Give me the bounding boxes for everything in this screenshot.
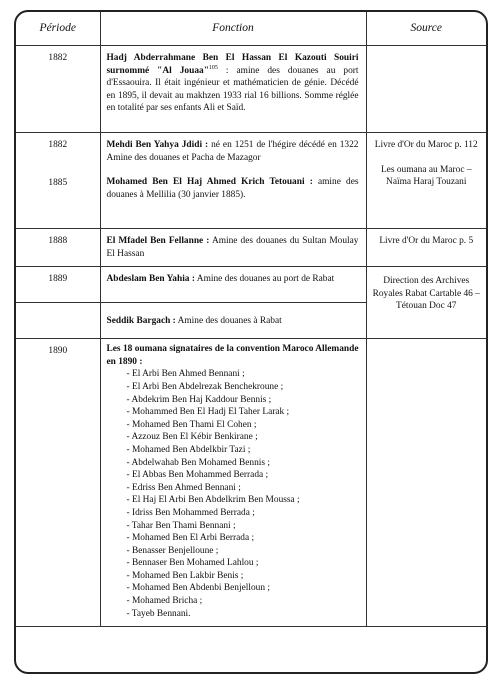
source-cell: [366, 339, 486, 627]
oumana-list: [107, 368, 359, 620]
list-item: - Tayeb Bennani.: [126, 608, 191, 619]
function-cell: [100, 303, 366, 339]
officials-table: [16, 12, 486, 627]
function-cell: [100, 46, 366, 133]
source-cell: Direction des Archives Royales Rabat Cartable 46 – Tétouan Doc 47: [366, 267, 486, 339]
list-heading: Les 18 oumana signataires de la convention Maroco Allemande en 1890 :: [106, 344, 359, 367]
function-cell: [100, 229, 366, 267]
list-item: - Abdekrim Ben Haj Kaddour Bennis ;: [126, 394, 272, 405]
list-item: - Mohamed Ben Abdelkbir Tazi ;: [126, 444, 251, 455]
list-item: - Mohamed Ben Thami El Cohen ;: [126, 419, 257, 430]
table-row: [16, 133, 486, 229]
official-description: Amine des douanes à Rabat: [175, 316, 282, 327]
list-item: - Mohamed Ben El Arbi Berrada ;: [126, 533, 255, 544]
list-item: - Idriss Ben Mohammed Berrada ;: [126, 507, 255, 518]
official-name: Mehdi Ben Yahya Jdidi :: [106, 140, 209, 150]
source-cell: [366, 46, 486, 133]
table-row: [16, 46, 486, 133]
source-cell: [366, 133, 486, 229]
list-item: - El Arbi Ben Abdelrezak Benchekroune ;: [126, 381, 284, 392]
source-text: Livre d'Or du Maroc p. 112: [374, 140, 478, 150]
official-name: Abdeslam Ben Yahia :: [106, 274, 195, 285]
period-cell: [16, 303, 100, 339]
table-row: [16, 229, 486, 267]
header-row: [16, 12, 486, 46]
list-item: - Azzouz Ben El Kébir Benkirane ;: [126, 432, 258, 443]
table-row: [16, 339, 486, 627]
official-name: Mohamed Ben El Haj Ahmed Krich Tetouani :: [106, 177, 313, 188]
function-cell: [100, 267, 366, 303]
header-fonction: Fonction: [100, 12, 366, 46]
official-name: Hadj Abderrahmane Ben El Hassan El Kazouti Souiri surnommé "Al Jouaa": [106, 53, 359, 76]
source-cell: Livre d'Or du Maroc p. 5: [366, 229, 486, 267]
footnote-ref: 105: [208, 64, 218, 71]
list-item: - El Arbi Ben Ahmed Bennani ;: [126, 369, 245, 380]
list-item: - Benasser Benjelloune ;: [126, 545, 219, 556]
period-cell: [16, 133, 100, 229]
list-item: - Edriss Ben Ahmed Bennani ;: [126, 482, 241, 493]
official-description: Amine des douanes du Sultan Moulay El Hassan: [106, 236, 359, 259]
function-cell: [100, 339, 366, 627]
period-cell: 1882: [16, 46, 100, 133]
list-item: - Mohammed Ben El Hadj El Taher Larak ;: [126, 407, 290, 418]
list-item: - Abdelwahab Ben Mohamed Bennis ;: [126, 457, 270, 468]
list-item: - Mohamed Ben Abdenbi Benjelloun ;: [126, 583, 270, 594]
list-item: - El Haj El Arbi Ben Abdelkrim Ben Moussa ;: [126, 495, 300, 506]
list-item: - El Abbas Ben Mohammed Berrada ;: [126, 470, 269, 481]
list-item: - Mohamed Ben Lakbir Benis ;: [126, 570, 244, 581]
period-cell: 1889: [16, 267, 100, 303]
header-periode: Période: [16, 12, 100, 46]
list-item: - Bennaser Ben Mohamed Lahlou ;: [126, 558, 259, 569]
official-description: Amine des douanes au port de Rabat: [194, 274, 335, 285]
header-source: Source: [366, 12, 486, 46]
official-name: Seddik Bargach :: [106, 316, 176, 327]
table-row: [16, 267, 486, 303]
source-text: Les oumana au Maroc – Naïma Haraj Touzani: [380, 164, 472, 188]
list-item: - Tahar Ben Thami Bennani ;: [126, 520, 236, 531]
period-cell: 1890: [16, 339, 100, 627]
period-cell: 1888: [16, 229, 100, 267]
official-name: El Mfadel Ben Fellanne :: [106, 236, 210, 246]
official-description: : amine des douanes au port d'Essaouira. Il était ingénieur et mathématicien de génie. Décédé en 1895, il devait au makhzen 1933 rial 16 billions. Somme réglée en totalité par ses enfants Ali et Saïd.: [106, 65, 359, 114]
official-description: né en 1251 de l'hégire décédé en 1322 Amine des douanes et Pacha de Mazagor: [106, 140, 359, 163]
period-value: 1885: [48, 177, 68, 188]
list-item: - Mohamed Bricha ;: [126, 596, 203, 607]
function-cell: [100, 133, 366, 229]
period-value: 1882: [48, 140, 68, 150]
official-description: amine des douanes à Mellilia (30 janvier 1885).: [106, 177, 359, 200]
table-frame: [14, 10, 488, 674]
